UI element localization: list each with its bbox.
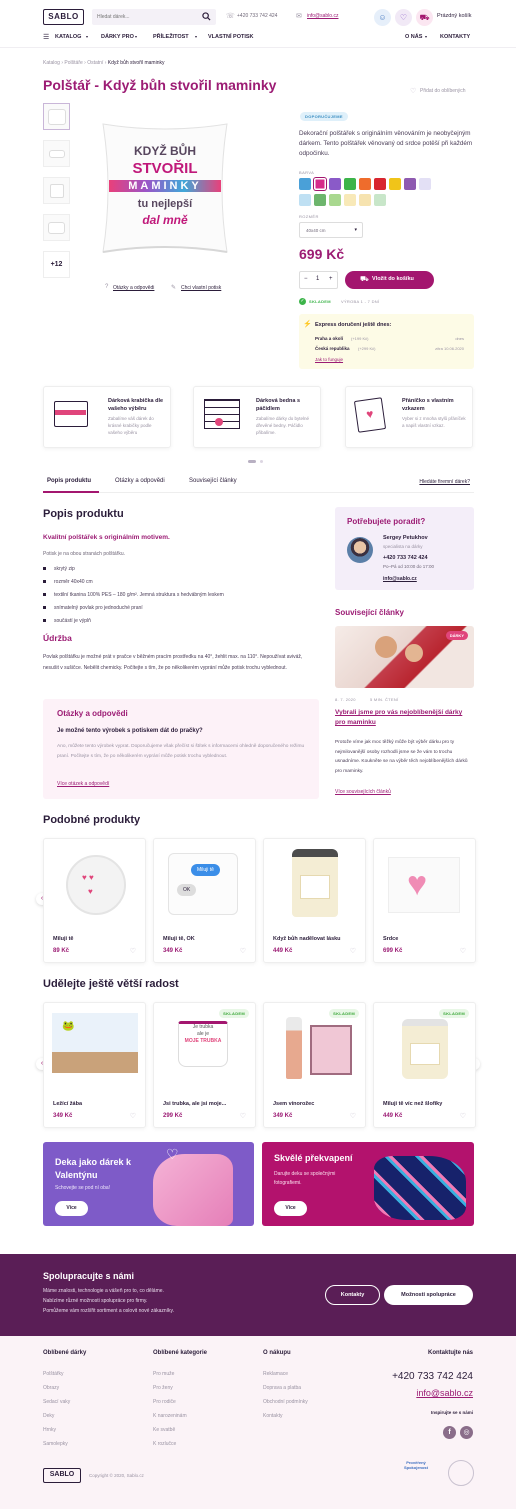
promo-title: Skvělé překvapení: [274, 1153, 353, 1163]
product-name: Když bůh nadělovat lásku: [273, 936, 341, 942]
list-item: rozměr 40x40 cm: [43, 579, 303, 592]
product-price: 349 Kč: [273, 1113, 293, 1119]
product-name: Miluji tě: [53, 936, 74, 942]
photo-person: [375, 636, 397, 658]
footer-link[interactable]: Polštářky: [43, 1371, 64, 1377]
check-icon: ✓: [300, 298, 305, 304]
description-subheading: Kvalitní polštářek s originálním motivem.: [43, 534, 170, 541]
instagram-icon[interactable]: ◎: [460, 1426, 473, 1439]
color-swatches: [299, 178, 449, 210]
nav-item-vlastni-potisk[interactable]: VLASTNÍ POTISK: [208, 34, 254, 40]
tabs: [43, 473, 474, 493]
cooperate-heading: Spolupracujte s námi: [43, 1271, 135, 1281]
chevron-down-icon: ▾: [195, 34, 198, 39]
footer-link[interactable]: Pro ženy: [153, 1385, 173, 1391]
thumbnail-list: [43, 103, 70, 278]
stock-badge: SKLADEM: [219, 1009, 249, 1018]
search-box[interactable]: [92, 9, 216, 25]
breadcrumb: Katalog › Polštáře › Ostatní › Když bůh stvořil maminky: [43, 60, 165, 66]
footer-link[interactable]: K narozeninám: [153, 1413, 187, 1419]
care-heading: Údržba: [43, 633, 72, 643]
feature-title: Přáníčko s vlastním vzkazem: [402, 398, 454, 412]
heart-icon[interactable]: ♡: [239, 948, 246, 955]
thumbnail[interactable]: [43, 140, 70, 167]
chevron-down-icon: ▾: [354, 227, 357, 233]
cart-icon: ⛟: [360, 276, 369, 283]
product-image: [402, 1019, 448, 1079]
delivery-price: (+299 Kč): [358, 346, 376, 351]
product-name: Miluji tě víc než šlofíky: [383, 1101, 443, 1107]
add-to-cart-button[interactable]: [345, 271, 434, 289]
product-price: 299 Kč: [163, 1113, 183, 1119]
carousel-dot[interactable]: [260, 460, 263, 463]
more-articles-link[interactable]: Více souvisejících článků: [335, 789, 391, 795]
search-icon[interactable]: [202, 12, 211, 21]
thumbnail-more[interactable]: +12: [43, 251, 70, 278]
nav-item-kontakty[interactable]: KONTAKTY: [440, 34, 471, 40]
stock-note: VÝROBA 1 - 7 DNÍ: [341, 299, 380, 304]
product-price: 89 Kč: [53, 948, 70, 954]
footer-link[interactable]: Hrnky: [43, 1427, 57, 1433]
blanket-image: [374, 1156, 466, 1220]
heart-doodle-icon: ♡: [166, 1146, 179, 1162]
footer-col-title: O nákupu: [263, 1350, 291, 1356]
article-text: Protože víme jak moc těžký může být výběr dárku pro ty nejmilovanější osoby rozhodli jsme se že vám to trochu usnadníme. Koukněte se na výběr těch nejoblíbenějších dárků pro maminky.: [335, 740, 468, 774]
delivery-place: Česká republika: [315, 346, 350, 351]
product-price: 349 Kč: [53, 1113, 73, 1119]
advisor-name: Sergey Petukhov: [383, 535, 428, 541]
color-swatch[interactable]: [314, 194, 326, 206]
article-read-time: 5 MIN. ČTENÍ: [370, 697, 399, 702]
nav-item-prilezitost[interactable]: PŘÍLEŽITOST: [153, 34, 189, 40]
tab-description[interactable]: Popis produktu: [47, 478, 91, 484]
qa-question: Je možné tento výrobek s potiskem dát do pračky?: [57, 728, 203, 734]
greeting-card-icon: ♥: [354, 397, 386, 433]
size-select[interactable]: [299, 222, 363, 238]
product-price: 699 Kč: [383, 948, 403, 954]
custom-print-link[interactable]: Chci vlastní potisk: [181, 285, 222, 291]
footer-link[interactable]: Pro rodiče: [153, 1399, 176, 1405]
article-date: 8. 7. 2020: [335, 697, 356, 702]
color-swatch[interactable]: [359, 194, 371, 206]
mail-icon: ✉: [296, 13, 302, 20]
feature-text: Zabalíme dárky do bytelné dřevěné bedny. Páčidlo přibalíme.: [256, 416, 310, 435]
wooden-crate-icon: [204, 399, 240, 429]
recommended-badge: DOPORUČUJEME: [300, 112, 348, 121]
footer-link[interactable]: Obrazy: [43, 1385, 60, 1391]
breadcrumb-item[interactable]: Ostatní: [87, 60, 104, 66]
article-tag: DÁRKY: [446, 631, 468, 640]
cooperation-options-button[interactable]: Možnosti spolupráce: [384, 1285, 473, 1305]
footer-link[interactable]: Obchodní podmínky: [263, 1399, 308, 1405]
product-price: 349 Kč: [163, 948, 183, 954]
heart-icon[interactable]: ♡: [410, 88, 417, 95]
chevron-down-icon: ▾: [425, 34, 428, 39]
cooperate-line: Nabízíme různé možnosti spolupráce pro firmy.: [43, 1298, 148, 1304]
minus-button[interactable]: −: [304, 276, 308, 282]
promo-text: Darujte deku se společnými fotografiemi.: [274, 1171, 336, 1186]
product-image: Je trubka ale je MOJE TRUBKA: [178, 1021, 228, 1067]
promo-banner[interactable]: [43, 1142, 254, 1226]
copyright: Copyright © 2020, Sablo.cz: [89, 1473, 144, 1478]
product-image: [168, 853, 238, 915]
page-title: Polštář - Když bůh stvořil maminky: [43, 77, 277, 93]
header-phone[interactable]: +420 733 742 424: [237, 13, 278, 19]
thumbnail[interactable]: [43, 214, 70, 241]
delivery-title: Express doručení ještě dnes:: [315, 322, 392, 328]
carousel-dot-active[interactable]: [248, 460, 256, 463]
plus-button[interactable]: +: [329, 276, 333, 282]
product-image: [292, 849, 338, 917]
color-label: BARVA: [299, 170, 315, 175]
color-swatch[interactable]: [374, 194, 386, 206]
list-item: součástí je výplň: [43, 618, 303, 631]
product-card[interactable]: [263, 1002, 366, 1128]
delivery-when: dnes: [455, 336, 464, 341]
articles-heading: Související články: [335, 608, 404, 617]
advisor-box: [335, 507, 474, 590]
chevron-down-icon: ▾: [135, 34, 138, 39]
product-price: 449 Kč: [273, 948, 293, 954]
color-swatch[interactable]: [329, 194, 341, 206]
cooperate-section: [0, 1254, 516, 1336]
price: 699 Kč: [299, 246, 345, 262]
product-name: Jsi trubka, ale jsi moje...: [163, 1101, 227, 1107]
product-image: [286, 1017, 302, 1079]
chevron-down-icon: ▾: [86, 34, 89, 39]
footer-link[interactable]: Kontakty: [263, 1413, 283, 1419]
questions-link[interactable]: Otázky a odpovědi: [113, 285, 155, 291]
color-swatch[interactable]: [344, 194, 356, 206]
footer-inspire: Inspirujte se s námi: [430, 1410, 473, 1415]
heart-icon[interactable]: ♡: [459, 1113, 466, 1120]
certificate-badge[interactable]: [448, 1460, 474, 1486]
qa-box: [43, 699, 319, 799]
similar-heading: Podobné produkty: [43, 814, 141, 826]
menu-icon[interactable]: ☰: [43, 34, 50, 41]
promo-button[interactable]: Více: [55, 1201, 88, 1216]
color-swatch[interactable]: [389, 178, 401, 190]
delivery-link[interactable]: Jak to funguje: [315, 357, 344, 362]
article-image[interactable]: [335, 626, 474, 688]
thumbnail[interactable]: [43, 103, 70, 130]
header-email[interactable]: info@sablo.cz: [307, 13, 339, 19]
carousel-prev-button[interactable]: ‹: [36, 893, 48, 905]
express-delivery-box: [299, 314, 474, 369]
advisor-email[interactable]: info@sablo.cz: [383, 576, 417, 582]
color-swatch[interactable]: [299, 194, 311, 206]
care-text: Povlak polštářku je možné prát v pračce v běžném pracím prostředku na 40°, žehlit max. na 110°. Nepoužívat aviváž, nesušit v sušičce. Nebělit chemicky. Počítejte s tím, že po několikerém vyprání může potisk trochu vyblednout.: [43, 654, 303, 671]
quantity-stepper[interactable]: [299, 271, 338, 289]
stock-badge: SKLADEM: [329, 1009, 359, 1018]
heart-icon[interactable]: ♡: [459, 948, 466, 955]
promo-text: Schovejte se pod ní oba!: [55, 1185, 111, 1191]
footer-logo[interactable]: SABLO: [43, 1468, 81, 1483]
size-label: ROZMĚR: [299, 214, 319, 219]
footer-col-title: Oblíbené kategorie: [153, 1350, 208, 1356]
avatar: [347, 537, 373, 563]
advisor-heading: Potřebujete poradit?: [347, 517, 426, 526]
breadcrumb-current: Když bůh stvořil maminky: [107, 60, 165, 66]
promo-button[interactable]: Více: [274, 1201, 307, 1216]
qa-answer: Ano, můžete tento výrobek vyprat. Doporučujeme však přečíst si štítek s informacemi ohledně doporučeného režimu praní. Počítejte s tím, že po několikerém vyprání může potisk trochu vyblednout.: [57, 744, 305, 759]
add-to-cart-label: Vložit do košíku: [372, 276, 414, 282]
photo-person: [405, 644, 423, 662]
advisor-hours: Po–Pá od 10:00 do 17:00: [383, 564, 435, 569]
thumbnail[interactable]: [43, 177, 70, 204]
quantity-value[interactable]: 1: [316, 276, 320, 282]
footer-link[interactable]: Reklamace: [263, 1371, 289, 1377]
tab-questions[interactable]: Otázky a odpovědi: [115, 478, 165, 484]
list-item: snímatelný povlak pro jednoduché praní: [43, 605, 303, 618]
product-card[interactable]: [43, 1002, 146, 1128]
footer-email[interactable]: info@sablo.cz: [416, 1388, 473, 1398]
lightning-icon: ⚡: [303, 321, 312, 328]
footer: [0, 1336, 516, 1509]
description-intro: Potisk je na obou stranách polštářku.: [43, 551, 125, 557]
product-card[interactable]: [153, 838, 256, 963]
advisor-role: specialista na dárky: [383, 544, 423, 549]
tab-articles[interactable]: Související články: [189, 478, 237, 484]
cooperate-line: Máme znalosti, technologie a vášeň pro to, co děláme.: [43, 1288, 164, 1294]
cooperate-line: Pomůžeme vám rozšířit sortiment a oslovit nové zákazníky.: [43, 1308, 175, 1314]
footer-contact-title: Kontaktujte nás: [427, 1350, 473, 1356]
feature-card[interactable]: [193, 386, 321, 448]
nav-item-katalog[interactable]: KATALOG: [55, 34, 82, 40]
user-icon[interactable]: ☺: [374, 9, 391, 26]
footer-link[interactable]: Ke svatbě: [153, 1427, 176, 1433]
verified-shop-badge[interactable]: Prověřený Spokojenost: [403, 1460, 428, 1470]
color-swatch[interactable]: [329, 178, 341, 190]
pillow-text-3: MAMINKY: [109, 180, 221, 192]
facebook-icon[interactable]: f: [443, 1426, 456, 1439]
footer-phone[interactable]: +420 733 742 424: [392, 1371, 473, 1382]
promo-banner[interactable]: [262, 1142, 474, 1226]
header: [0, 0, 516, 48]
breadcrumb-item[interactable]: Katalog: [43, 60, 60, 66]
product-price: 449 Kč: [383, 1113, 403, 1119]
heart-icon[interactable]: ♡: [349, 1113, 356, 1120]
color-swatch[interactable]: [314, 178, 326, 190]
feature-title: Dárková bedna s páčidlem: [256, 398, 301, 412]
product-name: Srdce: [383, 936, 399, 942]
article-title[interactable]: Vybrali jsme pro vás nejoblíbenější dárky pro maminku: [335, 709, 463, 726]
brush-icon: ✎: [171, 285, 177, 291]
description-heading: Popis produktu: [43, 508, 124, 520]
pillow-text-5: dal mně: [142, 213, 188, 227]
promo-title: Deka jako dárek k Valentýnu: [55, 1157, 132, 1180]
product-name: Ležící žába: [53, 1101, 83, 1107]
cart-icon[interactable]: ⛟: [416, 9, 433, 26]
feature-text: Zabalíme váš dárek do krásné krabičky podle vašeho výběru: [108, 416, 154, 435]
color-swatch[interactable]: [404, 178, 416, 190]
stock-badge: SKLADEM: [439, 1009, 469, 1018]
product-description: Dekorační polštářek s originálním věnováním je neobyčejným dárkem. Tento polštářek věnovaný od srdce potěší při každém odpočinku.: [299, 130, 473, 157]
cart-label[interactable]: Prázdný košík: [437, 13, 472, 19]
pillow-text-2: STVOŘIL: [132, 160, 198, 177]
heart-icon[interactable]: ♡: [129, 1113, 136, 1120]
carousel-prev-button[interactable]: ‹: [36, 1058, 48, 1070]
tab-active-underline: [43, 491, 99, 493]
pillow-text-1: KDYŽ BŮH: [134, 144, 196, 158]
product-image: ♥: [388, 857, 460, 913]
color-swatch[interactable]: [374, 178, 386, 190]
product-card[interactable]: [263, 838, 366, 963]
delivery-when: zítra 10.06.2020: [435, 346, 464, 351]
corporate-gift-link[interactable]: Hledáte firemní dárek?: [419, 479, 470, 485]
feature-text: Vyber si z mnoha stylů přáníček a napiš vlastní vzkaz.: [402, 416, 466, 428]
heart-icon[interactable]: ♡: [349, 948, 356, 955]
feature-card[interactable]: [43, 386, 171, 448]
product-image[interactable]: [95, 118, 235, 258]
footer-link[interactable]: Deky: [43, 1413, 55, 1419]
qa-heading: Otázky a odpovědi: [57, 709, 128, 718]
description-bullets: [43, 566, 303, 631]
add-to-favorites[interactable]: Přidat do oblíbených: [420, 88, 466, 94]
product-name: Miluji tě, OK: [163, 936, 195, 942]
joy-heading: Udělejte ještě větší radost: [43, 978, 179, 990]
list-item: skrytý zip: [43, 566, 303, 579]
footer-col-title: Oblíbené dárky: [43, 1350, 87, 1356]
product-card[interactable]: [43, 838, 146, 963]
product-card[interactable]: [373, 1002, 476, 1128]
advisor-phone[interactable]: +420 733 742 424: [383, 555, 428, 561]
list-item: textilní tkanina 100% PES – 180 g/m². Jemná struktura s hedvábným leskem: [43, 592, 303, 605]
footer-link[interactable]: Sedací vaky: [43, 1399, 71, 1405]
product-card[interactable]: [153, 1002, 256, 1128]
chat-bubble: Miluji tě: [191, 864, 220, 876]
color-swatch[interactable]: [299, 178, 311, 190]
gift-box-icon: [54, 401, 88, 427]
chat-bubble: OK: [177, 884, 196, 896]
question-icon: ?: [105, 284, 109, 290]
product-image: ♥ ♥ ♥: [66, 855, 126, 915]
blanket-image: [153, 1154, 233, 1226]
product-card[interactable]: [373, 838, 476, 963]
delivery-price: (+199 Kč): [351, 336, 369, 341]
color-swatch[interactable]: [419, 178, 431, 190]
footer-link[interactable]: Samolepky: [43, 1441, 68, 1447]
phone-icon: ☏: [226, 13, 235, 20]
logo[interactable]: SABLO: [43, 9, 84, 25]
size-value: 40x40 cm: [306, 228, 326, 233]
heart-icon[interactable]: ♡: [129, 948, 136, 955]
product-name: Jsem vínorožec: [273, 1101, 315, 1107]
product-image: 🐸: [52, 1013, 138, 1073]
search-input[interactable]: [97, 12, 197, 22]
footer-link[interactable]: K rozlučce: [153, 1441, 177, 1447]
heart-icon[interactable]: ♡: [239, 1113, 246, 1120]
color-swatch[interactable]: [359, 178, 371, 190]
pillow-text-4: tu nejlepší: [137, 198, 193, 210]
feature-title: Dárková krabička dle vašeho výběru: [108, 398, 164, 412]
nav-item-darky-pro[interactable]: DÁRKY PRO: [101, 34, 134, 40]
breadcrumb-item[interactable]: Polštáře: [64, 60, 83, 66]
contacts-button[interactable]: Kontakty: [325, 1285, 380, 1305]
heart-icon[interactable]: ♡: [395, 9, 412, 26]
nav-item-o-nas[interactable]: O NÁS: [405, 34, 423, 40]
qa-more-link[interactable]: Více otázek a odpovědí: [57, 781, 110, 787]
feature-card[interactable]: [345, 386, 473, 448]
footer-link[interactable]: Pro muže: [153, 1371, 175, 1377]
footer-link[interactable]: Doprava a platba: [263, 1385, 302, 1391]
delivery-place: Praha a okolí: [315, 336, 344, 341]
stock-status: SKLADEM: [309, 299, 331, 304]
color-swatch[interactable]: [344, 178, 356, 190]
